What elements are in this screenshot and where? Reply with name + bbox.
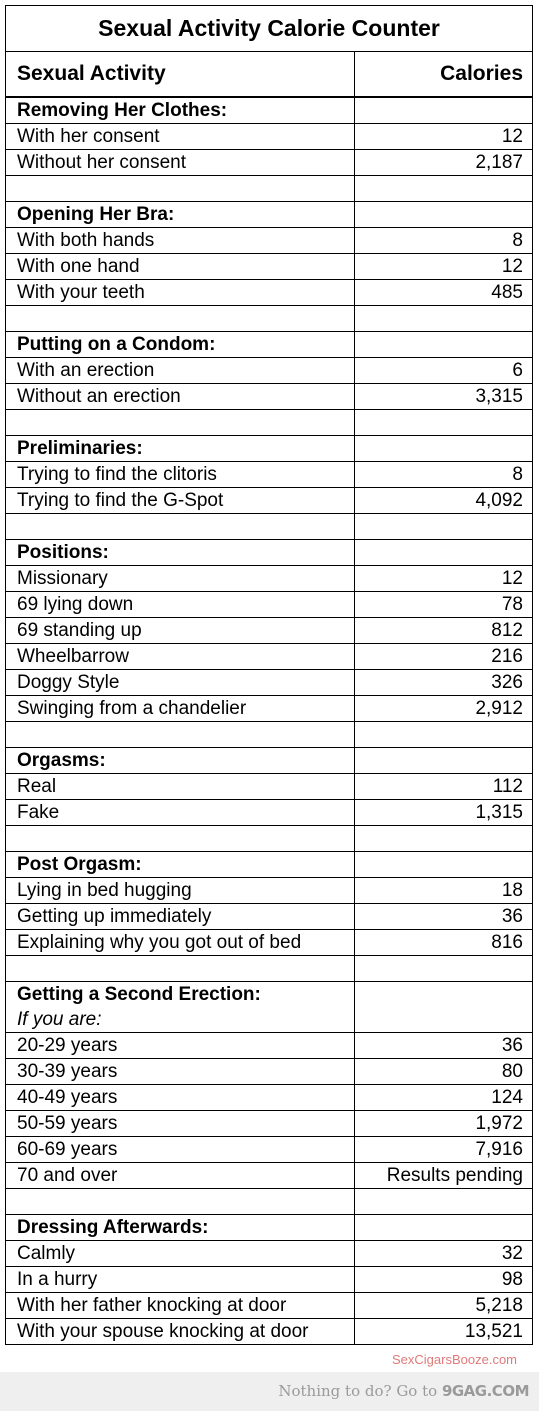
section-heading [6,97,355,124]
activity-cell: Swinging from a chandelier [6,696,355,722]
activity-cell: 60-69 years [6,1137,355,1163]
section-row [6,97,533,124]
table-row [6,930,533,956]
activity-cell: Getting up immediately [6,904,355,930]
table-row [6,384,533,410]
table-body [6,97,533,1345]
section-value-cell [355,332,533,358]
section-label: Opening Her Bra: [17,204,175,225]
section-label: Dressing Afterwards: [17,1217,209,1238]
spacer-row [6,176,533,202]
activity-cell: 20-29 years [6,1033,355,1059]
spacer-cell [355,410,533,436]
section-heading [6,436,355,462]
activity-cell: 69 standing up [6,618,355,644]
calories-cell: 12 [355,254,533,280]
section-heading [6,332,355,358]
spacer-row [6,1189,533,1215]
table-row [6,1111,533,1137]
source-credit: SexCigarsBooze.com [392,1352,517,1367]
spacer-row [6,956,533,982]
section-row [6,540,533,566]
calories-cell: 12 [355,566,533,592]
section-label: Orgasms: [17,750,106,771]
activity-cell: 50-59 years [6,1111,355,1137]
activity-cell: Trying to find the G-Spot [6,488,355,514]
activity-cell: With one hand [6,254,355,280]
calories-cell: 112 [355,774,533,800]
table-row [6,1163,533,1189]
calorie-table [5,5,533,1345]
calories-cell: 326 [355,670,533,696]
spacer-cell [6,722,355,748]
table-row [6,254,533,280]
section-row [6,982,533,1033]
section-value-cell [355,436,533,462]
calories-cell: 816 [355,930,533,956]
calories-cell: 485 [355,280,533,306]
table-row [6,488,533,514]
section-heading [6,1215,355,1241]
spacer-row [6,514,533,540]
section-value-cell [355,852,533,878]
calories-cell: 2,912 [355,696,533,722]
calories-cell: 12 [355,124,533,150]
section-label: Getting a Second Erection: [17,984,261,1005]
table-row [6,1059,533,1085]
section-row [6,332,533,358]
section-row [6,1215,533,1241]
table-row [6,358,533,384]
footer-brand-link[interactable]: 9GAG.COM [441,1382,529,1400]
spacer-cell [6,1189,355,1215]
section-value-cell [355,97,533,124]
activity-cell: With both hands [6,228,355,254]
activity-cell: Missionary [6,566,355,592]
calories-cell: 80 [355,1059,533,1085]
calories-cell: 6 [355,358,533,384]
spacer-cell [355,722,533,748]
activity-cell: Explaining why you got out of bed [6,930,355,956]
calories-cell: 5,218 [355,1293,533,1319]
section-heading [6,748,355,774]
calories-cell: 36 [355,1033,533,1059]
calories-cell: 36 [355,904,533,930]
section-row [6,202,533,228]
activity-cell: Wheelbarrow [6,644,355,670]
table-row [6,592,533,618]
footer-text [278,1382,529,1400]
calories-cell: 2,187 [355,150,533,176]
activity-cell: With her consent [6,124,355,150]
table-row [6,800,533,826]
calories-cell: 1,972 [355,1111,533,1137]
section-value-cell [355,540,533,566]
section-label: Post Orgasm: [17,854,142,875]
section-heading [6,540,355,566]
column-header-activity: Sexual Activity [6,52,355,98]
calories-cell: 98 [355,1267,533,1293]
activity-cell: In a hurry [6,1267,355,1293]
activity-cell: With her father knocking at door [6,1293,355,1319]
calories-cell: 1,315 [355,800,533,826]
calories-cell: 18 [355,878,533,904]
calories-cell: 7,916 [355,1137,533,1163]
calories-cell: 124 [355,1085,533,1111]
activity-cell: Real [6,774,355,800]
spacer-row [6,306,533,332]
activity-cell: Fake [6,800,355,826]
activity-cell: With your teeth [6,280,355,306]
table-row [6,150,533,176]
spacer-row [6,410,533,436]
spacer-cell [6,956,355,982]
spacer-cell [6,176,355,202]
section-value-cell [355,748,533,774]
table-row [6,228,533,254]
table-row [6,1033,533,1059]
section-value-cell [355,202,533,228]
table-row [6,1085,533,1111]
spacer-cell [355,956,533,982]
activity-cell: Without her consent [6,150,355,176]
footer-prompt: Nothing to do? Go to [278,1382,442,1400]
activity-cell: 70 and over [6,1163,355,1189]
section-heading [6,982,355,1033]
activity-cell: 30-39 years [6,1059,355,1085]
activity-cell: Trying to find the clitoris [6,462,355,488]
section-label: Removing Her Clothes: [17,100,228,121]
section-value-cell [355,982,533,1033]
spacer-row [6,826,533,852]
activity-cell: 69 lying down [6,592,355,618]
table-row [6,644,533,670]
table-row [6,1241,533,1267]
spacer-cell [6,306,355,332]
calories-cell: 812 [355,618,533,644]
section-value-cell [355,1215,533,1241]
section-label: Positions: [17,542,109,563]
calories-cell: 4,092 [355,488,533,514]
spacer-cell [6,826,355,852]
calories-cell: 3,315 [355,384,533,410]
table-row [6,462,533,488]
header-row [6,52,533,98]
spacer-cell [355,176,533,202]
spacer-cell [355,514,533,540]
table-row [6,1319,533,1345]
section-label: Preliminaries: [17,438,143,459]
activity-cell: With your spouse knocking at door [6,1319,355,1345]
table-row [6,566,533,592]
table-row [6,1137,533,1163]
calories-cell: 32 [355,1241,533,1267]
calories-cell: 8 [355,228,533,254]
calories-cell: 13,521 [355,1319,533,1345]
activity-cell: Without an erection [6,384,355,410]
table-row [6,774,533,800]
footer-bar [0,1372,539,1411]
section-sublabel: If you are: [17,1009,102,1030]
table-row [6,904,533,930]
calories-cell: 8 [355,462,533,488]
section-heading [6,852,355,878]
spacer-cell [6,410,355,436]
table-row [6,618,533,644]
section-heading [6,202,355,228]
calories-cell: 78 [355,592,533,618]
section-row [6,852,533,878]
table-row [6,1293,533,1319]
calories-cell: Results pending [355,1163,533,1189]
spacer-cell [6,514,355,540]
table-row [6,878,533,904]
spacer-row [6,722,533,748]
title-row [6,6,533,52]
activity-cell: Calmly [6,1241,355,1267]
table-row [6,696,533,722]
activity-cell: Lying in bed hugging [6,878,355,904]
section-label: Putting on a Condom: [17,334,216,355]
table-row [6,280,533,306]
activity-cell: 40-49 years [6,1085,355,1111]
column-header-calories: Calories [355,52,533,98]
activity-cell: With an erection [6,358,355,384]
table-row [6,124,533,150]
table-row [6,670,533,696]
spacer-cell [355,826,533,852]
table-title: Sexual Activity Calorie Counter [6,6,533,52]
table-row [6,1267,533,1293]
section-row [6,436,533,462]
activity-cell: Doggy Style [6,670,355,696]
spacer-cell [355,1189,533,1215]
calories-cell: 216 [355,644,533,670]
section-row [6,748,533,774]
spacer-cell [355,306,533,332]
